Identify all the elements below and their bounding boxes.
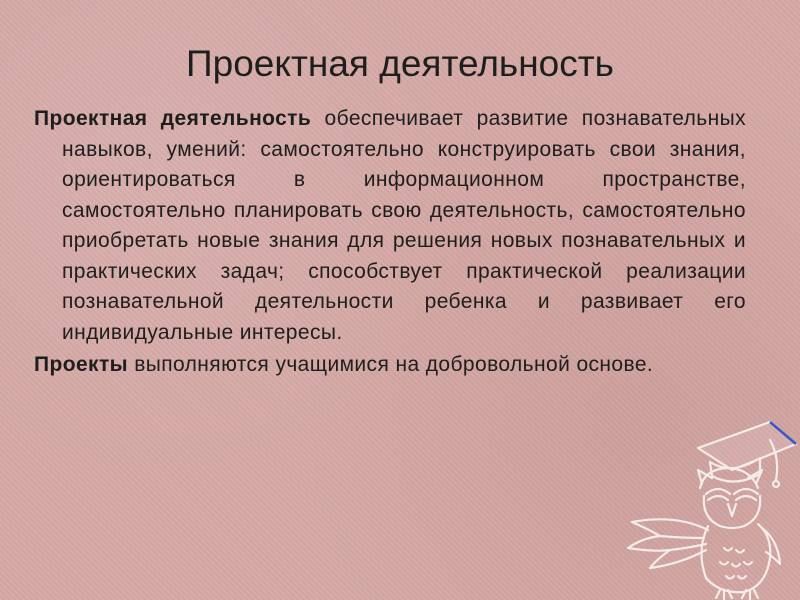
owl-with-graduation-cap-icon <box>620 418 800 600</box>
paragraph-project-activity <box>34 104 746 348</box>
paragraph-projects <box>34 350 746 381</box>
paragraph-text: выполняются учащимися на добровольной основе. <box>127 353 654 376</box>
paragraph-lead-bold: Проектная деятельность <box>34 107 312 130</box>
slide-title: Проектная деятельность <box>186 43 614 84</box>
paragraph-text: обеспечивает развитие познавательных навыков, умений: самостоятельно конструировать свои знания, ориентироваться в информационном пространстве, самостоятельно планировать свою деятельность, самостоятельно приобретать новые знания для решения новых познавательных и практических задач; способствует практической реализации познавательной деятельности ребенка и развивает его индивидуальные интересы. <box>62 107 747 344</box>
paragraph-lead-bold: Проекты <box>34 353 128 376</box>
slide-body <box>34 104 746 383</box>
